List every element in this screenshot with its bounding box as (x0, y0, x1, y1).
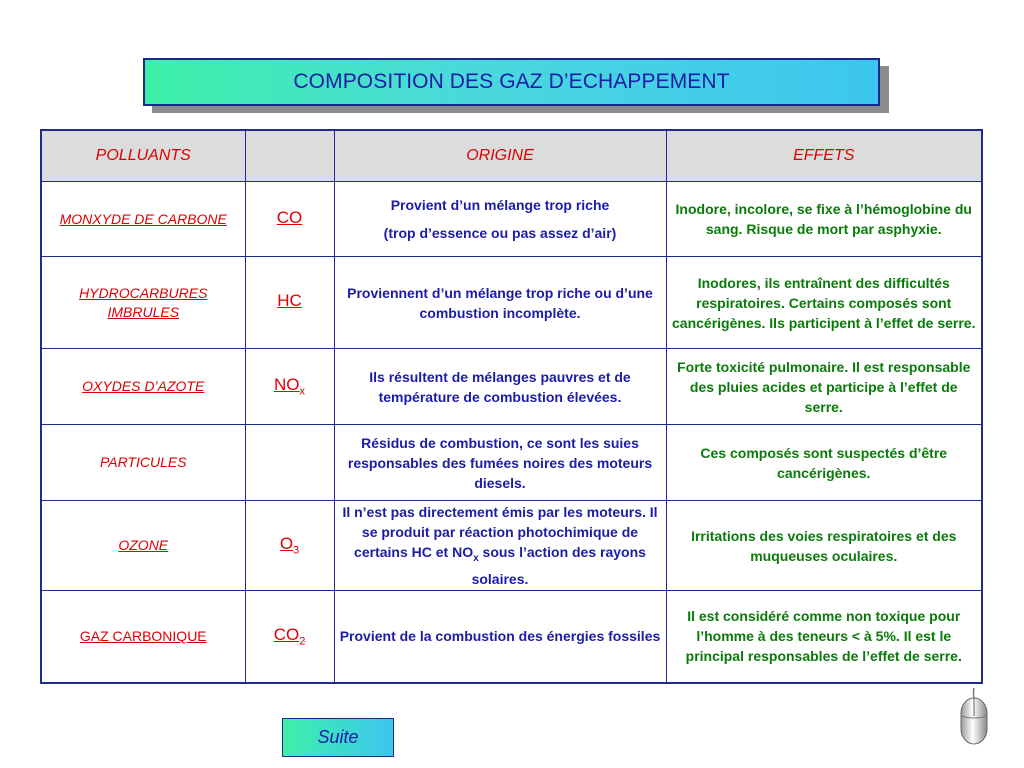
polluant-name[interactable]: HYDROCARBURES IMBRULES (41, 257, 245, 349)
header-formula (245, 130, 334, 182)
formula-link[interactable]: CO (276, 207, 303, 227)
formula-cell (245, 182, 334, 257)
effets-cell: Ces composés sont suspectés d’être cancérigènes. (666, 425, 982, 501)
table-row (41, 349, 982, 425)
effets-cell: Il est considéré comme non toxique pour l’homme à des teneurs < à 5%. Il est le principal responsables de l’effet de serre. (666, 591, 982, 683)
table-row (41, 257, 982, 349)
pollutants-table (40, 129, 983, 684)
suite-button[interactable] (282, 718, 394, 757)
table-row (41, 182, 982, 257)
origine-cell: Il n’est pas directement émis par les moteurs. Il se produit par réaction photochimique de certains HC et $NO_x$ sous l’action des rayons solaires. (334, 501, 666, 591)
polluant-name[interactable]: OZONE (41, 501, 245, 591)
origine-cell: Provient de la combustion des énergies fossiles (334, 591, 666, 683)
origine-cell: Proviennent d’un mélange trop riche ou d’une combustion incomplète. (334, 257, 666, 349)
formula-cell (245, 349, 334, 425)
effets-cell: Inodores, ils entraînent des difficultés respiratoires. Certains composés sont cancérigènes. Ils participent à l’effet de serre. (666, 257, 982, 349)
table-row (41, 501, 982, 591)
formula-cell (245, 501, 334, 591)
formula-link[interactable]: $NO_x$ (274, 375, 305, 398)
header-polluants: POLLUANTS (41, 130, 245, 182)
origine-cell (334, 182, 666, 257)
origine-cell: Ils résultent de mélanges pauvres et de température de combustion élevées. (334, 349, 666, 425)
header-origine: ORIGINE (334, 130, 666, 182)
title-banner (143, 58, 880, 106)
polluant-name[interactable]: GAZ CARBONIQUE (41, 591, 245, 683)
origine-line: (trop d’essence ou pas assez d’air) (383, 225, 617, 241)
table-row (41, 591, 982, 683)
polluant-name[interactable]: MONXYDE DE CARBONE (41, 182, 245, 257)
table-row (41, 425, 982, 501)
formula-cell (245, 257, 334, 349)
computer-mouse-icon[interactable] (958, 688, 990, 746)
formula-cell (245, 591, 334, 683)
table-header-row (41, 130, 982, 182)
header-effets: EFFETS (666, 130, 982, 182)
page-title: COMPOSITION DES GAZ D’ECHAPPEMENT (293, 70, 730, 93)
polluant-name: PARTICULES (41, 425, 245, 501)
polluant-name[interactable]: OXYDES D’AZOTE (41, 349, 245, 425)
formula-link[interactable]: $CO_2$ (273, 625, 306, 648)
effets-cell: Irritations des voies respiratoires et des muqueuses oculaires. (666, 501, 982, 591)
formula-link[interactable]: $O_3$ (279, 534, 300, 557)
formula-link[interactable]: HC (277, 291, 302, 311)
suite-label: Suite (317, 727, 359, 747)
effets-cell: Forte toxicité pulmonaire. Il est responsable des pluies acides et participe à l’effet de serre. (666, 349, 982, 425)
formula-cell (245, 425, 334, 501)
origine-cell: Résidus de combustion, ce sont les suies responsables des fumées noires des moteurs diesels. (334, 425, 666, 501)
effets-cell: Inodore, incolore, se fixe à l’hémoglobine du sang. Risque de mort par asphyxie. (666, 182, 982, 257)
origine-line: Provient d’un mélange trop riche (390, 197, 610, 213)
